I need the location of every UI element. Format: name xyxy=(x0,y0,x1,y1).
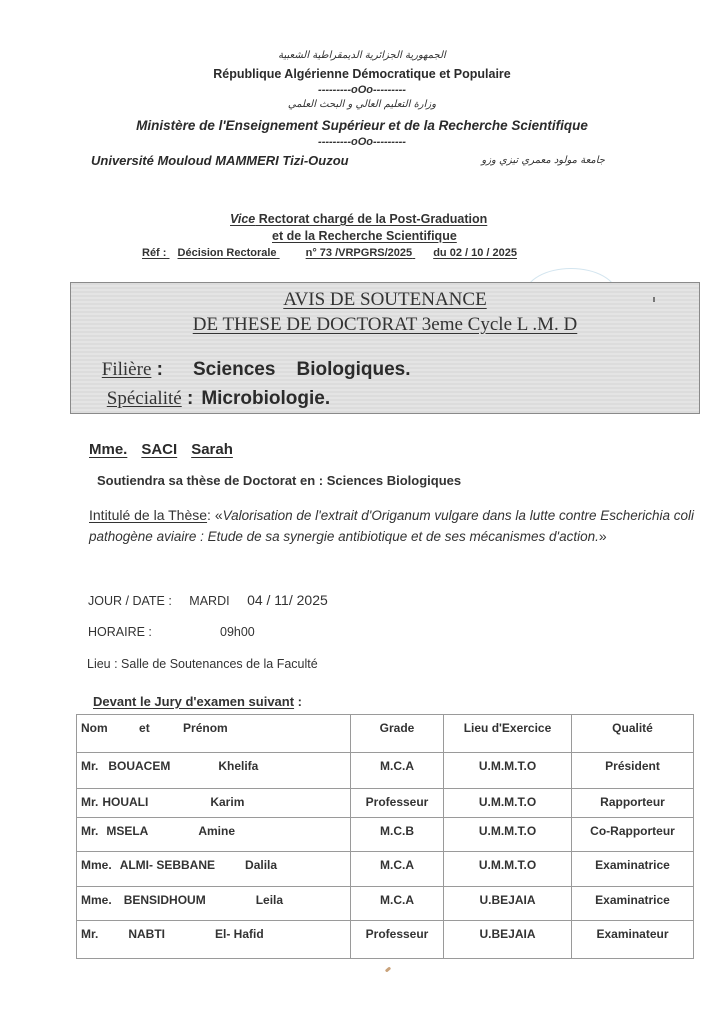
jury-heading xyxy=(93,694,302,709)
separator-1: ---------oOo--------- xyxy=(318,84,406,96)
jury-member-first-name: Amine xyxy=(198,824,236,838)
col-header-qualite: Qualité xyxy=(572,715,694,753)
jury-heading-text: Devant le Jury d'examen suivant xyxy=(93,694,295,709)
candidate-title: Mme. xyxy=(89,441,128,458)
reference-date: du 02 / 10 / 2025 xyxy=(433,247,517,259)
specialite-row xyxy=(89,370,330,428)
col-header-nom: Nom xyxy=(81,721,108,735)
jury-member-qualite: Co-Rapporteur xyxy=(572,818,694,852)
jury-member-last-name: NABTI xyxy=(128,927,166,941)
candidate-last-name: SACI xyxy=(141,441,178,458)
reference-decision: Décision Rectorale xyxy=(177,247,277,259)
jury-member-lieu: U.M.M.T.O xyxy=(444,852,572,887)
date-label: JOUR / DATE : xyxy=(88,594,172,608)
jury-member-first-name: Khelifa xyxy=(218,759,259,773)
jury-member-lieu: U.BEJAIA xyxy=(444,887,572,921)
jury-heading-colon: : xyxy=(294,694,303,709)
jury-header-row xyxy=(77,715,694,753)
place-line: Lieu : Salle de Soutenances de la Faculté xyxy=(87,657,318,671)
specialite-label: Spécialité xyxy=(106,388,182,409)
announcement-box xyxy=(70,282,700,414)
date-day: MARDI xyxy=(189,594,230,608)
jury-row xyxy=(77,818,694,852)
candidate-name xyxy=(89,441,237,458)
jury-member-name xyxy=(77,887,351,921)
jury-row xyxy=(77,753,694,789)
jury-member-name xyxy=(77,818,351,852)
ministry-arabic: وزارة التعليم العالي و البحث العلمي xyxy=(287,99,437,110)
jury-member-last-name: MSELA xyxy=(106,824,149,838)
jury-member-name xyxy=(77,753,351,789)
date-value: 04 / 11/ 2025 xyxy=(247,592,328,608)
jury-member-title: Mr. xyxy=(81,795,99,809)
avis-title-2-wrap xyxy=(71,314,699,336)
jury-member-title: Mme. xyxy=(81,858,112,872)
specialite-value: Microbiologie. xyxy=(201,388,331,409)
jury-member-lieu: U.M.M.T.O xyxy=(444,789,572,818)
col-header-name xyxy=(77,715,351,753)
col-header-lieu: Lieu d'Exercice xyxy=(444,715,572,753)
jury-member-lieu: U.M.M.T.O xyxy=(444,818,572,852)
vice-rectorat-line1 xyxy=(230,212,487,226)
intitule-label: Intitulé de la Thèse xyxy=(89,507,208,523)
jury-member-grade: M.C.A xyxy=(351,852,444,887)
jury-row xyxy=(77,921,694,959)
jury-member-first-name: Karim xyxy=(210,795,245,809)
jury-member-grade: M.C.A xyxy=(351,753,444,789)
filiere-label: Filière xyxy=(101,359,152,380)
jury-member-qualite: Président xyxy=(572,753,694,789)
col-header-prenom: Prénom xyxy=(183,721,228,735)
jury-member-first-name: Leila xyxy=(255,893,284,907)
avis-title-1: AVIS DE SOUTENANCE xyxy=(283,289,487,310)
jury-member-lieu: U.BEJAIA xyxy=(444,921,572,959)
avis-title-2: DE THESE DE DOCTORAT 3eme Cycle L .M. D xyxy=(192,314,578,335)
jury-member-grade: Professeur xyxy=(351,921,444,959)
jury-member-qualite: Rapporteur xyxy=(572,789,694,818)
intitule-colon: : « xyxy=(207,507,223,523)
jury-table xyxy=(76,714,694,959)
jury-member-title: Mr. xyxy=(81,927,99,941)
jury-member-grade: M.C.A xyxy=(351,887,444,921)
thesis-title: Valorisation de l'extrait d'Origanum vulgare dans la lutte contre Escherichia coli pathogène aviaire : Etude de sa synergie antibiotique et de ses mécanismes d'action. xyxy=(89,508,695,544)
intitule-close: » xyxy=(598,528,607,544)
jury-member-last-name: BOUACEM xyxy=(108,759,171,773)
jury-member-first-name: El- Hafid xyxy=(215,927,264,941)
candidate-first-name: Sarah xyxy=(191,441,233,458)
avis-title-1-wrap xyxy=(71,289,699,311)
jury-row xyxy=(77,852,694,887)
reference-line xyxy=(142,247,598,259)
jury-member-qualite: Examinatrice xyxy=(572,852,694,887)
jury-member-qualite: Examinateur xyxy=(572,921,694,959)
jury-member-title: Mr. xyxy=(81,759,99,773)
vice-rectorat-rest: Rectorat chargé de la Post-Graduation xyxy=(255,212,488,226)
jury-member-last-name: BENSIDHOUM xyxy=(123,893,206,907)
ministry-french: Ministère de l'Enseignement Supérieur et de la Recherche Scientifique xyxy=(136,118,588,133)
jury-member-name xyxy=(77,921,351,959)
vice-italic: Vice xyxy=(230,212,256,226)
jury-member-title: Mme. xyxy=(81,893,112,907)
speck xyxy=(653,297,655,302)
col-header-grade: Grade xyxy=(351,715,444,753)
filiere-value: Sciences Biologiques. xyxy=(193,359,411,380)
filiere-colon: : xyxy=(151,359,163,380)
jury-member-name xyxy=(77,852,351,887)
reference-number: n° 73 /VRPGRS/2025 xyxy=(305,247,413,259)
jury-row xyxy=(77,789,694,818)
jury-member-last-name: ALMI- SEBBANE xyxy=(119,858,216,872)
soutiendra-line: Soutiendra sa thèse de Doctorat en : Sciences Biologiques xyxy=(97,473,462,488)
jury-row xyxy=(77,887,694,921)
university-french: Université Mouloud MAMMERI Tizi-Ouzou xyxy=(91,153,349,168)
reference-label: Réf : xyxy=(142,247,167,259)
separator-2: ---------oOo--------- xyxy=(318,136,406,148)
university-arabic: جامعة مولود معمري تيزي وزو xyxy=(481,155,605,166)
specialite-colon: : xyxy=(181,388,194,409)
jury-member-grade: M.C.B xyxy=(351,818,444,852)
time-label: HORAIRE : xyxy=(88,625,152,639)
col-header-et: et xyxy=(139,721,150,735)
ink-mark xyxy=(385,966,392,972)
jury-member-last-name: HOUALI xyxy=(102,795,149,809)
time-value: 09h00 xyxy=(220,625,255,639)
jury-member-qualite: Examinatrice xyxy=(572,887,694,921)
date-row xyxy=(88,592,328,608)
thesis-title-block xyxy=(89,505,699,547)
jury-member-lieu: U.M.M.T.O xyxy=(444,753,572,789)
jury-member-title: Mr. xyxy=(81,824,99,838)
republic-french: République Algérienne Démocratique et Populaire xyxy=(213,67,511,81)
jury-member-name xyxy=(77,789,351,818)
vice-rectorat-line2: et de la Recherche Scientifique xyxy=(272,229,457,243)
jury-member-first-name: Dalila xyxy=(245,858,278,872)
jury-member-grade: Professeur xyxy=(351,789,444,818)
republic-arabic: الجمهورية الجزائرية الديمقراطية الشعبية xyxy=(278,50,446,61)
